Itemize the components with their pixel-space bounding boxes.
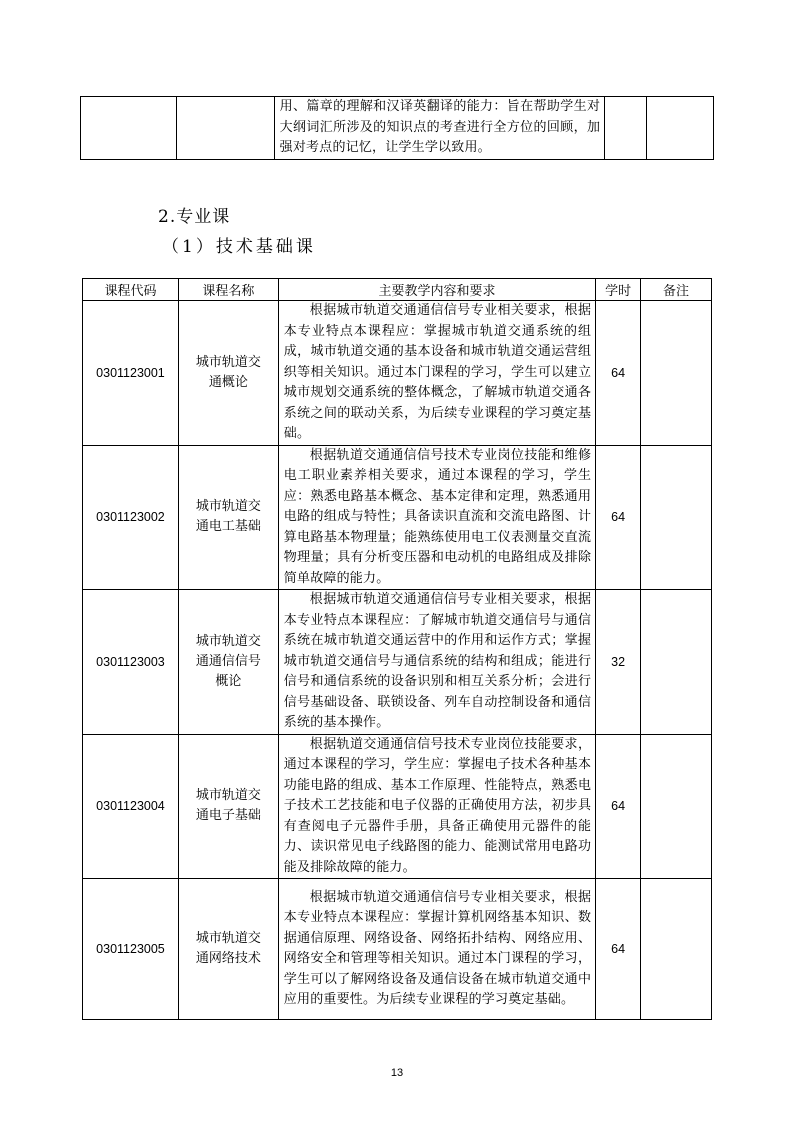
- note-cell: [647, 97, 714, 160]
- hours-cell: [605, 97, 647, 160]
- table-row: [83, 590, 712, 735]
- header-note: 备注: [641, 279, 712, 301]
- name-cell: [176, 97, 274, 160]
- course-code: 0301123002: [83, 445, 179, 590]
- content-cell: 用、篇章的理解和汉译英翻译的能力：旨在帮助学生对大纲词汇所涉及的知识点的考查进行全方位的回顾，加强对考点的记忆，让学生学以致用。: [274, 97, 605, 160]
- code-cell: [81, 97, 177, 160]
- header-code: 课程代码: [83, 279, 179, 301]
- table-row: [83, 445, 712, 590]
- course-name: 城市轨道交通电工基础: [178, 445, 278, 590]
- course-content: 根据轨道交通通信信号技术专业岗位技能要求，通过本课程的学习，学生应：掌握电子技术各种基本功能电路的组成、基本工作原理、性能特点，熟悉电子技术工艺技能和电子仪器的正确使用方法，初步具有查阅电子元器件手册，具备正确使用元器件的能力、读识常见电子线路图的能力、能测试常用电路功能及排除故障的能力。: [278, 734, 595, 879]
- course-hours: 64: [596, 301, 641, 446]
- course-name: 城市轨道交通电子基础: [178, 734, 278, 879]
- course-code: 0301123004: [83, 734, 179, 879]
- course-code: 0301123005: [83, 879, 179, 1020]
- course-name: 城市轨道交通概论: [178, 301, 278, 446]
- course-code: 0301123001: [83, 301, 179, 446]
- course-hours: 64: [596, 445, 641, 590]
- header-name: 课程名称: [178, 279, 278, 301]
- table-header-row: [83, 279, 712, 301]
- header-content: 主要教学内容和要求: [278, 279, 595, 301]
- course-note: [641, 879, 712, 1020]
- course-note: [641, 590, 712, 735]
- course-hours: 64: [596, 879, 641, 1020]
- table-row: [83, 879, 712, 1020]
- section-title: 2.专业课: [158, 207, 231, 227]
- table-row: [83, 301, 712, 446]
- course-name: 城市轨道交通网络技术: [178, 879, 278, 1020]
- course-note: [641, 734, 712, 879]
- page-number: 13: [390, 1067, 404, 1079]
- course-hours: 64: [596, 734, 641, 879]
- course-code: 0301123003: [83, 590, 179, 735]
- previous-course-table: [80, 96, 714, 160]
- course-content: 根据轨道交通通信信号技术专业岗位技能和维修电工职业素养相关要求，通过本课程的学习，学生应：熟悉电路基本概念、基本定律和定理，熟悉通用电路的组成与特性；具备读识直流和交流电路图、计算电路基本物理量；能熟练使用电工仪表测量交直流物理量；具有分析变压器和电动机的电路组成及排除简单故障的能力。: [278, 445, 595, 590]
- header-hours: 学时: [596, 279, 641, 301]
- course-note: [641, 301, 712, 446]
- technical-basic-course-table: [82, 278, 712, 1020]
- course-note: [641, 445, 712, 590]
- subsection-title: （1）技术基础课: [162, 237, 316, 257]
- course-content: 根据城市轨道交通通信信号专业相关要求，根据本专业特点本课程应：掌握城市轨道交通系统的组成，城市轨道交通的基本设备和城市轨道交通运营组织等相关知识。通过本门课程的学习，学生可以建立城市规划交通系统的整体概念，了解城市轨道交通各系统之间的联动关系，为后续专业课程的学习奠定基础。: [278, 301, 595, 446]
- course-hours: 32: [596, 590, 641, 735]
- course-content: 根据城市轨道交通通信信号专业相关要求，根据本专业特点本课程应：掌握计算机网络基本知识、数据通信原理、网络设备、网络拓扑结构、网络应用、网络安全和管理等相关知识。通过本门课程的学习，学生可以了解网络设备及通信设备在城市轨道交通中应用的重要性。为后续专业课程的学习奠定基础。: [278, 879, 595, 1020]
- course-name: 城市轨道交通通信信号概论: [178, 590, 278, 735]
- table-row: [83, 734, 712, 879]
- table-row: [81, 97, 714, 160]
- course-content: 根据城市轨道交通通信信号专业相关要求，根据本专业特点本课程应：了解城市轨道交通信号与通信系统在城市轨道交通运营中的作用和运作方式；掌握城市轨道交通信号与通信系统的结构和组成；能进行信号和通信系统的设备识别和相互关系分析；会进行信号基础设备、联锁设备、列车自动控制设备和通信系统的基本操作。: [278, 590, 595, 735]
